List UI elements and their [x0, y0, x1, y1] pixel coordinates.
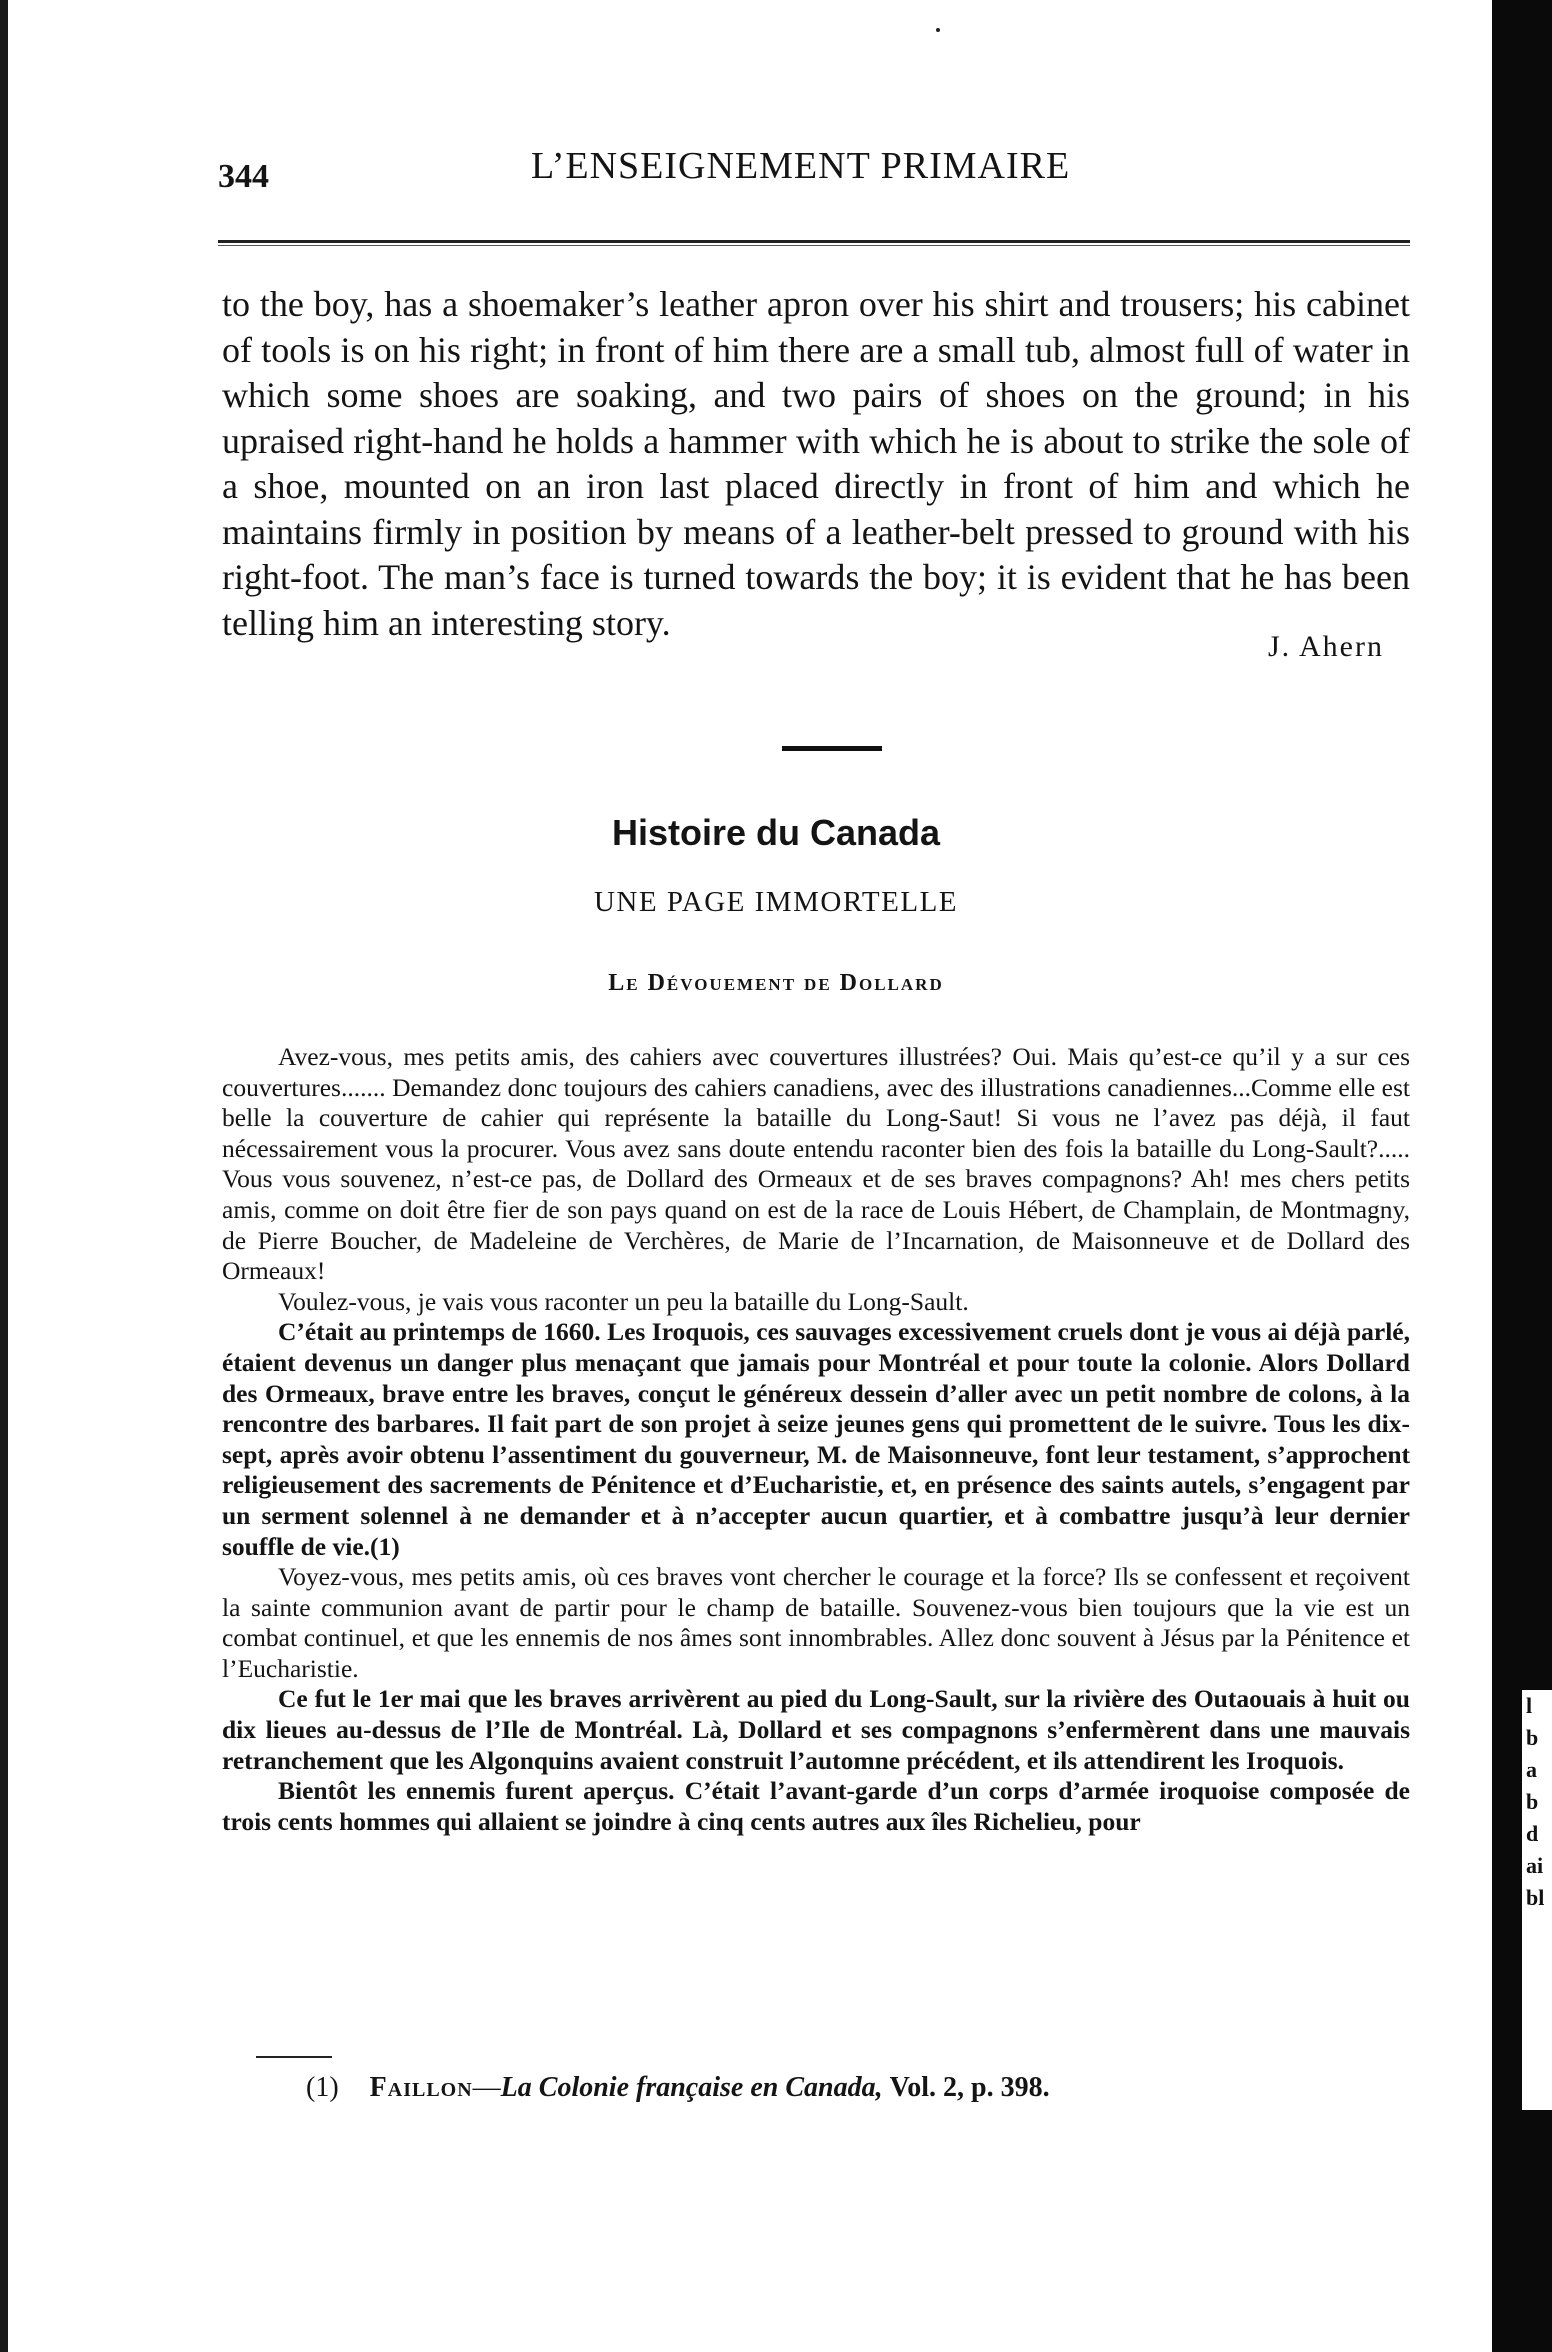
footnote-dash: — [472, 2072, 501, 2103]
article-heading: Le Dévouement de Dollard [608, 970, 944, 996]
paragraph-2: Voulez-vous, je vais vous raconter un peu la bataille du Long-Sault. [278, 1286, 969, 1316]
article-subtitle: UNE PAGE IMMORTELLE [593, 886, 958, 918]
adjacent-page-fragment [1522, 1690, 1552, 2110]
fragment-line: a [1526, 1757, 1537, 1782]
footnote [306, 2072, 1050, 2104]
signature: J. Ahern [1268, 630, 1384, 663]
header-rule [218, 240, 1410, 246]
fragment-line: bl [1526, 1885, 1545, 1910]
footnote-number: (1) [306, 2072, 339, 2103]
continued-paragraph: to the boy, has a shoemaker’s leather apron over his shirt and trousers; his cabinet of tools is on his right; in front of him there are a small tub, almost full of water in which some shoes are soaking, and two pairs of shoes on the ground; in his upraised right-hand he holds a hammer with which he is about to strike the sole of a shoe, mounted on an iron last placed directly in front of him and which he maintains firmly in position by means of a leather-belt pressed to ground with his right-foot. The man’s face is turned towards the boy; it is evident that he has been telling him an interesting story. [222, 284, 1410, 643]
fragment-line: ai [1526, 1853, 1544, 1878]
footnote-rule [256, 2056, 332, 2058]
section-divider [782, 746, 882, 751]
paragraph-5: Ce fut le 1er mai que les braves arrivèrent au pied du Long-Sault, sur la rivière des Outaouais à huit ou dix lieues au-dessus de l’Ile de Montréal. Là, Dollard et ses compagnons s’enfermèrent dans une mauvais retranchement que les Algonquins avaient construit l’automne précédent, et ils attendirent les Iroquois. [222, 1684, 1410, 1775]
footnote-reference: Vol. 2, p. 398. [889, 2072, 1050, 2103]
paragraph-1: Avez-vous, mes petits amis, des cahiers avec couvertures illustrées? Oui. Mais qu’est-ce qu’il y a sur ces couvertures....... Demandez donc toujours des cahiers canadiens, avec des illustrations canadiennes...Comme elle est belle la couverture de cahier qui représente la bataille du Long-Saut! Si vous ne l’avez pas déjà, il faut nécessairement vous la procurer. Vous avez sans doute entendu raconter bien des fois la bataille du Long-Sault?..... Vous vous souvenez, n’est-ce pas, de Dollard des Ormeaux et de ses braves compagnons? Ah! mes chers petits amis, comme on doit être fier de son pays quand on est de la race de Louis Hébert, de Champlain, de Montmagny, de Pierre Boucher, de Madeleine de Verchères, de Marie de l’Incarnation, de Maisonneuve et de Dollard des Ormeaux! [222, 1042, 1410, 1286]
article-body [222, 1042, 1410, 1837]
page-header [218, 136, 1408, 195]
page-number: 344 [218, 158, 269, 195]
paragraph-4: Voyez-vous, mes petits amis, où ces braves vont chercher le courage et la force? Ils se confessent et reçoivent la sainte communion avant de partir pour le champ de bataille. Souvenez-vous bien toujours que la vie est un combat continuel, et que les ennemis de nos âmes sont innombrables. Allez donc souvent à Jésus par la Pénitence et l’Eucharistie. [222, 1562, 1410, 1683]
fragment-line: l [1526, 1693, 1533, 1718]
scan-left-edge [0, 0, 8, 2352]
paragraph-3: C’était au printemps de 1660. Les Iroquois, ces sauvages excessivement cruels dont je vous ai déjà parlé, étaient devenus un danger plus menaçant que jamais pour Montréal et pour toute la colonie. Alors Dollard des Ormeaux, brave entre les braves, conçut le généreux dessein d’aller avec un petit nombre de colons, à la rencontre des barbares. Il fait part de son projet à seize jeunes gens qui promettent de le suivre. Tous les dix-sept, après avoir obtenu l’assentiment du gouverneur, M. de Maisonneuve, font leur testament, s’approchent religieusement des sacrements de Pénitence et d’Eucharistie, et, en présence des saints autels, s’engagent par un serment solennel à ne demander et à n’accepter aucun quartier, et à combattre jusqu’à leur dernier souffle de vie.(1) [222, 1317, 1410, 1561]
fragment-line: b [1526, 1725, 1539, 1750]
paragraph-6: Bientôt les ennemis furent aperçus. C’était l’avant-garde d’un corps d’armée iroquoise composée de trois cents hommes qui allaient se joindre à cinq cents autres aux îles Richelieu, pour [222, 1776, 1410, 1836]
footnote-author: Faillon [369, 2072, 473, 2103]
footnote-work: La Colonie française en Canada, [500, 2072, 883, 2103]
article-title: Histoire du Canada [611, 812, 941, 853]
fragment-line: b [1526, 1789, 1539, 1814]
running-head: L’ENSEIGNEMENT PRIMAIRE [531, 145, 1071, 187]
ink-speck [936, 28, 940, 32]
fragment-line: d [1526, 1821, 1539, 1846]
